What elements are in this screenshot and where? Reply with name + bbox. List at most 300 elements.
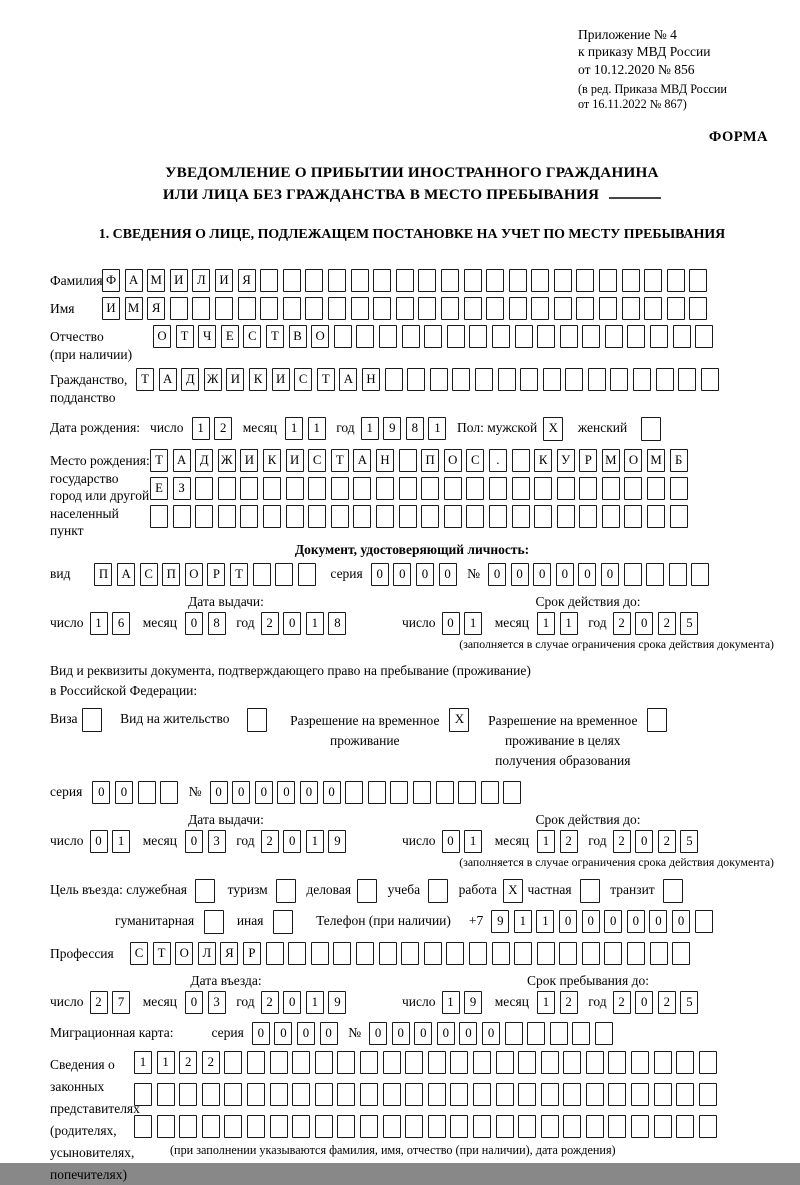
cell[interactable] [572,1022,590,1045]
cell[interactable]: С [294,368,312,391]
cell[interactable] [512,449,530,472]
cell[interactable]: 0 [185,991,203,1014]
cell[interactable] [650,942,668,965]
cell[interactable]: 0 [283,612,301,635]
cell[interactable] [353,505,371,528]
cell[interactable] [610,368,628,391]
cell[interactable] [373,269,391,292]
cell[interactable] [563,1083,581,1106]
cell[interactable]: Ф [102,269,120,292]
cell[interactable] [150,505,168,528]
cell[interactable]: 2 [613,991,631,1014]
cell[interactable]: 2 [613,612,631,635]
cell[interactable] [253,563,271,586]
cell[interactable] [360,1115,378,1138]
cell[interactable] [586,1115,604,1138]
cell[interactable] [676,1051,694,1074]
cell[interactable] [509,297,527,320]
cell[interactable] [333,942,351,965]
cell[interactable]: 1 [285,417,303,440]
cell[interactable] [328,269,346,292]
cell[interactable] [624,477,642,500]
cell[interactable]: 0 [185,612,203,635]
cell[interactable] [520,368,538,391]
cell[interactable] [308,477,326,500]
cell[interactable]: 1 [536,910,554,933]
cell[interactable] [650,325,668,348]
cell[interactable]: 2 [560,830,578,853]
cell[interactable] [512,477,530,500]
cell[interactable]: С [466,449,484,472]
cell[interactable]: 0 [604,910,622,933]
purpose-humanitarian-checkbox[interactable] [204,910,229,934]
permit-issue-day[interactable] [90,830,135,853]
cell[interactable]: А [339,368,357,391]
cell[interactable]: Ж [204,368,222,391]
cell[interactable]: 8 [406,417,424,440]
cell[interactable]: 1 [90,612,108,635]
cell[interactable] [179,1083,197,1106]
doc-valid-year[interactable] [613,612,703,635]
cell[interactable] [689,269,707,292]
cell[interactable] [695,910,713,933]
cell[interactable]: 0 [369,1022,387,1045]
citizenship-field[interactable] [136,368,723,391]
cell[interactable] [441,297,459,320]
cell[interactable] [260,269,278,292]
cell[interactable]: М [125,297,143,320]
cell[interactable] [631,1083,649,1106]
permit-visa-checkbox[interactable] [82,708,107,732]
cell[interactable]: Е [221,325,239,348]
cell[interactable] [563,1115,581,1138]
cell[interactable] [667,269,685,292]
cell[interactable]: 0 [300,781,318,804]
cell[interactable] [373,297,391,320]
cell[interactable] [537,942,555,965]
cell[interactable] [647,505,665,528]
cell[interactable] [276,879,296,903]
cell[interactable]: Т [153,942,171,965]
purpose-work-checkbox[interactable] [503,879,528,903]
cell[interactable] [644,269,662,292]
cell[interactable] [424,325,442,348]
cell[interactable] [541,1115,559,1138]
cell[interactable]: 0 [578,563,596,586]
cell[interactable]: И [170,269,188,292]
cell[interactable]: 0 [582,910,600,933]
cell[interactable]: П [94,563,112,586]
cell[interactable] [498,368,516,391]
permit-residence-checkbox[interactable] [247,708,272,732]
cell[interactable] [672,942,690,965]
cell[interactable] [559,942,577,965]
cell[interactable] [405,1051,423,1074]
cell[interactable] [563,1051,581,1074]
cell[interactable] [644,297,662,320]
cell[interactable]: 1 [192,417,210,440]
cell[interactable] [240,477,258,500]
cell[interactable]: 2 [613,830,631,853]
cell[interactable] [360,1051,378,1074]
cell[interactable]: 1 [537,612,555,635]
cell[interactable]: 0 [320,1022,338,1045]
cell[interactable] [353,477,371,500]
cell[interactable]: Н [376,449,394,472]
cell[interactable]: Е [150,477,168,500]
cell[interactable] [550,1022,568,1045]
cell[interactable]: А [173,449,191,472]
cell[interactable] [428,1115,446,1138]
cell[interactable]: Д [195,449,213,472]
surname-field[interactable] [102,269,712,292]
cell[interactable]: 0 [393,563,411,586]
cell[interactable] [588,368,606,391]
cell[interactable] [676,1115,694,1138]
cell[interactable] [699,1083,717,1106]
cell[interactable]: 1 [306,612,324,635]
cell[interactable]: Т [331,449,349,472]
cell[interactable] [288,942,306,965]
cell[interactable] [418,269,436,292]
cell[interactable] [608,1083,626,1106]
name-field[interactable] [102,297,712,320]
cell[interactable] [579,505,597,528]
cell[interactable] [608,1115,626,1138]
cell[interactable] [345,781,363,804]
cell[interactable] [383,1083,401,1106]
cell[interactable] [496,1083,514,1106]
cell[interactable]: 1 [361,417,379,440]
cell[interactable] [173,505,191,528]
profession-field[interactable] [130,942,695,965]
cell[interactable] [356,942,374,965]
cell[interactable] [673,325,691,348]
cell[interactable]: X [449,708,469,732]
cell[interactable]: С [130,942,148,965]
cell[interactable]: 1 [537,830,555,853]
cell[interactable]: 0 [414,1022,432,1045]
cell[interactable]: А [117,563,135,586]
cell[interactable] [514,942,532,965]
purpose-private-checkbox[interactable] [580,879,605,903]
cell[interactable]: Я [220,942,238,965]
cell[interactable]: 0 [442,612,460,635]
cell[interactable]: Ч [198,325,216,348]
cell[interactable] [541,1083,559,1106]
cell[interactable] [586,1083,604,1106]
cell[interactable]: 2 [658,991,676,1014]
cell[interactable] [224,1115,242,1138]
cell[interactable] [689,297,707,320]
cell[interactable] [356,325,374,348]
cell[interactable] [421,477,439,500]
cell[interactable]: О [311,325,329,348]
doc-valid-month[interactable] [537,612,582,635]
cell[interactable] [334,325,352,348]
birth-day-field[interactable] [192,417,237,440]
cell[interactable]: 0 [442,830,460,853]
cell[interactable] [263,477,281,500]
cell[interactable]: С [140,563,158,586]
cell[interactable] [247,708,267,732]
cell[interactable] [383,1115,401,1138]
cell[interactable] [466,505,484,528]
cell[interactable] [473,1051,491,1074]
cell[interactable] [263,505,281,528]
cell[interactable] [376,477,394,500]
cell[interactable] [430,368,448,391]
cell[interactable] [298,563,316,586]
cell[interactable]: 0 [90,830,108,853]
cell[interactable]: И [286,449,304,472]
permit-valid-month[interactable] [537,830,582,853]
cell[interactable] [357,879,377,903]
cell[interactable] [179,1115,197,1138]
cell[interactable] [379,325,397,348]
cell[interactable]: Р [243,942,261,965]
cell[interactable] [399,477,417,500]
cell[interactable]: 1 [306,830,324,853]
cell[interactable] [286,505,304,528]
cell[interactable] [554,269,572,292]
cell[interactable] [641,417,661,441]
permit-series-field[interactable] [92,781,182,804]
cell[interactable]: О [175,942,193,965]
cell[interactable] [631,1051,649,1074]
cell[interactable]: 0 [601,563,619,586]
cell[interactable] [541,1051,559,1074]
cell[interactable] [351,269,369,292]
cell[interactable] [622,269,640,292]
cell[interactable] [654,1115,672,1138]
cell[interactable] [676,1083,694,1106]
cell[interactable]: 2 [658,612,676,635]
cell[interactable]: В [289,325,307,348]
cell[interactable]: О [624,449,642,472]
permit-valid-day[interactable] [442,830,487,853]
cell[interactable]: Т [150,449,168,472]
cell[interactable]: 1 [112,830,130,853]
cell[interactable] [240,505,258,528]
cell[interactable] [413,781,431,804]
cell[interactable] [531,297,549,320]
cell[interactable] [428,879,448,903]
cell[interactable]: 0 [635,612,653,635]
cell[interactable]: 0 [92,781,110,804]
cell[interactable] [534,505,552,528]
birthplace-field-row2[interactable] [150,477,692,500]
cell[interactable] [424,942,442,965]
cell[interactable]: 0 [672,910,690,933]
cell[interactable]: 6 [112,612,130,635]
cell[interactable]: 0 [274,1022,292,1045]
cell[interactable]: 0 [627,910,645,933]
doc-issue-day[interactable] [90,612,135,635]
cell[interactable] [557,505,575,528]
cell[interactable] [270,1051,288,1074]
cell[interactable] [195,505,213,528]
cell[interactable]: 2 [179,1051,197,1074]
cell[interactable] [699,1051,717,1074]
cell[interactable] [292,1083,310,1106]
cell[interactable] [656,368,674,391]
cell[interactable] [695,325,713,348]
cell[interactable] [446,942,464,965]
cell[interactable]: 0 [437,1022,455,1045]
cell[interactable] [654,1051,672,1074]
cell[interactable]: 1 [157,1051,175,1074]
cell[interactable] [586,1051,604,1074]
cell[interactable] [624,563,642,586]
cell[interactable]: 2 [658,830,676,853]
cell[interactable]: П [421,449,439,472]
cell[interactable]: 0 [488,563,506,586]
cell[interactable]: Р [207,563,225,586]
cell[interactable] [331,505,349,528]
cell[interactable]: 5 [680,612,698,635]
stay-year[interactable] [613,991,703,1014]
cell[interactable]: X [543,417,563,441]
cell[interactable] [275,563,293,586]
cell[interactable]: Н [362,368,380,391]
cell[interactable]: Я [147,297,165,320]
cell[interactable] [496,1115,514,1138]
cell[interactable] [270,1115,288,1138]
cell[interactable]: 0 [559,910,577,933]
cell[interactable] [669,563,687,586]
cell[interactable] [667,297,685,320]
cell[interactable] [428,1051,446,1074]
cell[interactable] [396,297,414,320]
cell[interactable]: 0 [371,563,389,586]
sex-female-checkbox[interactable] [641,417,666,441]
cell[interactable] [486,297,504,320]
cell[interactable]: А [125,269,143,292]
cell[interactable] [360,1083,378,1106]
cell[interactable]: У [557,449,575,472]
cell[interactable]: 2 [202,1051,220,1074]
birthplace-field-row1[interactable] [150,449,692,472]
cell[interactable] [489,477,507,500]
stay-month[interactable] [537,991,582,1014]
cell[interactable] [134,1115,152,1138]
cell[interactable] [337,1083,355,1106]
cell[interactable]: 0 [635,991,653,1014]
cell[interactable]: 2 [261,991,279,1014]
cell[interactable] [170,297,188,320]
cell[interactable] [428,1083,446,1106]
doc-issue-year[interactable] [261,612,351,635]
cell[interactable] [337,1051,355,1074]
cell[interactable] [292,1051,310,1074]
cell[interactable] [492,942,510,965]
cell[interactable] [531,269,549,292]
doc-valid-day[interactable] [442,612,487,635]
cell[interactable]: 0 [297,1022,315,1045]
permit-number-field[interactable] [210,781,526,804]
cell[interactable] [565,368,583,391]
cell[interactable] [534,477,552,500]
cell[interactable]: 0 [252,1022,270,1045]
cell[interactable]: 1 [537,991,555,1014]
cell[interactable]: Т [266,325,284,348]
cell[interactable] [311,942,329,965]
cell[interactable] [224,1083,242,1106]
cell[interactable] [599,269,617,292]
cell[interactable] [401,942,419,965]
cell[interactable] [204,910,224,934]
cell[interactable] [466,477,484,500]
cell[interactable] [202,1115,220,1138]
cell[interactable]: 0 [115,781,133,804]
cell[interactable]: О [444,449,462,472]
cell[interactable] [160,781,178,804]
cell[interactable]: О [153,325,171,348]
cell[interactable]: 1 [514,910,532,933]
migration-series-field[interactable] [252,1022,342,1045]
cell[interactable]: 2 [214,417,232,440]
cell[interactable]: 0 [210,781,228,804]
cell[interactable]: 0 [232,781,250,804]
cell[interactable]: . [489,449,507,472]
cell[interactable] [337,1115,355,1138]
cell[interactable] [647,708,667,732]
cell[interactable] [670,505,688,528]
cell[interactable]: 0 [533,563,551,586]
cell[interactable] [402,325,420,348]
cell[interactable] [450,1051,468,1074]
purpose-tourism-checkbox[interactable] [276,879,301,903]
cell[interactable] [407,368,425,391]
cell[interactable] [496,1051,514,1074]
representatives-field-row2[interactable] [134,1083,721,1106]
cell[interactable] [622,297,640,320]
cell[interactable] [450,1083,468,1106]
cell[interactable]: 2 [261,830,279,853]
doc-number-field[interactable] [488,563,714,586]
cell[interactable] [328,297,346,320]
cell[interactable] [308,505,326,528]
cell[interactable] [292,1115,310,1138]
representatives-field-row1[interactable] [134,1051,721,1074]
cell[interactable]: 1 [134,1051,152,1074]
cell[interactable]: 9 [328,991,346,1014]
cell[interactable]: 3 [208,830,226,853]
cell[interactable] [218,505,236,528]
cell[interactable] [450,1115,468,1138]
cell[interactable] [599,297,617,320]
cell[interactable] [247,1051,265,1074]
cell[interactable] [192,297,210,320]
cell[interactable]: М [647,449,665,472]
cell[interactable]: Л [198,942,216,965]
cell[interactable] [157,1083,175,1106]
cell[interactable] [444,505,462,528]
cell[interactable] [608,1051,626,1074]
cell[interactable] [492,325,510,348]
entry-day[interactable] [90,991,135,1014]
cell[interactable] [691,563,709,586]
cell[interactable]: 2 [261,612,279,635]
cell[interactable]: К [263,449,281,472]
doc-series-field[interactable] [371,563,461,586]
cell[interactable] [602,505,620,528]
cell[interactable] [576,297,594,320]
birthplace-field-row3[interactable] [150,505,692,528]
cell[interactable] [678,368,696,391]
cell[interactable] [379,942,397,965]
